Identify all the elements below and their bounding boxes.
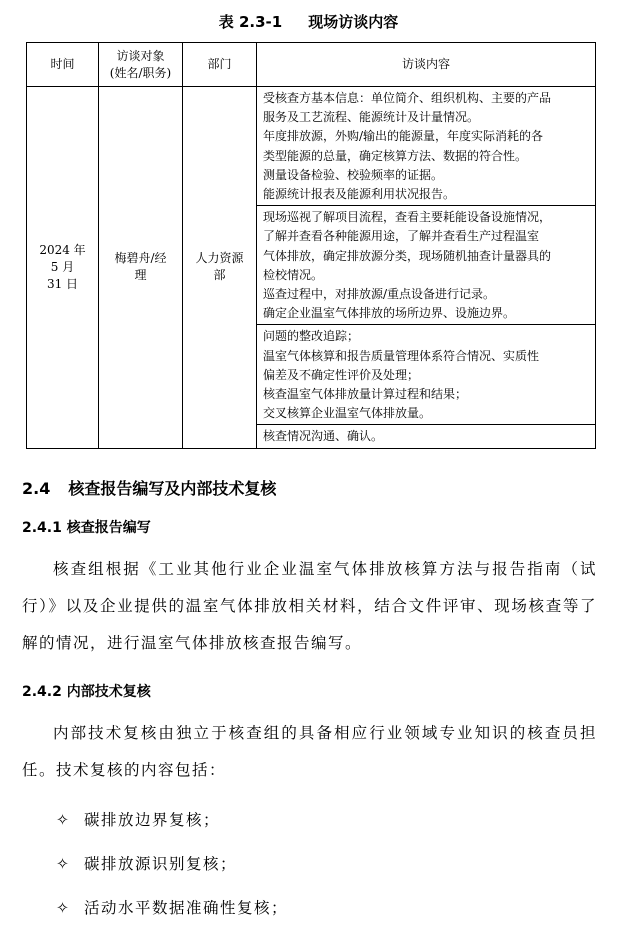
header-time: 时间 [27,43,99,87]
content-line: 类型能源的总量，确定核算方法、数据的符合性。 [263,148,528,163]
list-item [56,798,288,842]
content-line: 确定企业温室气体排放的场所边界、设施边界。 [263,306,516,321]
content-line: 了解并查看各种能源用途，了解并查看生产过程温室 [263,229,540,244]
content-line: 服务及工艺流程、能源统计及计量情况。 [263,110,480,125]
content-line: 温室气体核算和报告质量管理体系符合情况、实质性 [263,348,540,363]
cell-content [257,87,596,449]
content-line: 气体排放，确定排放源分类，现场随机抽查计量器具的 [263,248,552,263]
content-line: 巡查过程中，对排放源/重点设备进行记录。 [263,287,496,302]
cell-time: 2024 年 5 月 31 日 [27,87,99,449]
section-number: 2.4 [22,479,51,498]
review-items-list [56,798,288,930]
content-line: 偏差及不确定性评价及处理； [263,367,420,382]
content-line: 受核查方基本信息：单位简介、组织机构、主要的产品 [263,91,552,105]
section-title: 核查报告编写及内部技术复核 [68,479,277,498]
subsection-heading-2-4-2: 2.4.2 内部技术复核 [22,684,151,700]
content-line: 年度排放源，外购/输出的能源量，年度实际消耗的各 [263,129,544,144]
table-caption-text: 现场访谈内容 [308,13,399,31]
content-line: 问题的整改追踪； [263,329,360,344]
header-content: 访谈内容 [257,43,596,87]
content-line: 测量设备检验、校验频率的证据。 [263,167,444,182]
content-line: 检校情况。 [263,267,324,282]
paragraph-report-writing: 核查组根据《工业其他行业企业温室气体排放核算方法与报告指南（试行）》以及企业提供的温室气体排放相关材料，结合文件评审、现场核查等了解的情况，进行温室气体排放核查报告编写。 [22,560,597,652]
content-block [257,324,595,424]
diamond-bullet-icon: ✧ [56,899,71,917]
diamond-bullet-icon: ✧ [56,811,71,829]
content-line: 交叉核算企业温室气体排放量。 [263,406,432,421]
content-block [257,205,595,324]
cell-interviewee: 梅碧舟/经 理 [99,87,183,449]
diamond-bullet-icon: ✧ [56,855,71,873]
list-item [56,842,288,886]
header-department: 部门 [183,43,257,87]
list-item-text: 活动水平数据准确性复核； [84,899,289,917]
list-item-text: 碳排放源识别复核； [84,855,238,873]
cell-department: 人力资源 部 [183,87,257,449]
content-line: 能源统计报表及能源利用状况报告。 [263,187,456,202]
table-caption-number: 表 2.3-1 [218,13,283,31]
content-line: 现场巡视了解项目流程，查看主要耗能设备设施情况， [263,210,552,225]
table-header-row [27,43,596,87]
paragraph-technical-review: 内部技术复核由独立于核查组的具备相应行业领域专业知识的核查员担任。技术复核的内容包括： [22,724,597,779]
header-interviewee: 访谈对象 (姓名/职务) [99,43,183,87]
content-line: 核查温室气体排放量计算过程和结果； [263,387,468,402]
list-item-text: 碳排放边界复核； [84,811,221,829]
table-row [27,87,596,449]
subsection-heading-2-4-1: 2.4.1 核查报告编写 [22,520,151,536]
content-block [257,87,595,205]
content-blocks [257,87,595,448]
content-line: 核查情况沟通、确认。 [263,429,384,444]
table-caption [0,11,617,32]
interview-table [26,42,596,449]
section-heading-2-4 [22,476,276,499]
content-block [257,424,595,447]
list-item [56,886,288,930]
